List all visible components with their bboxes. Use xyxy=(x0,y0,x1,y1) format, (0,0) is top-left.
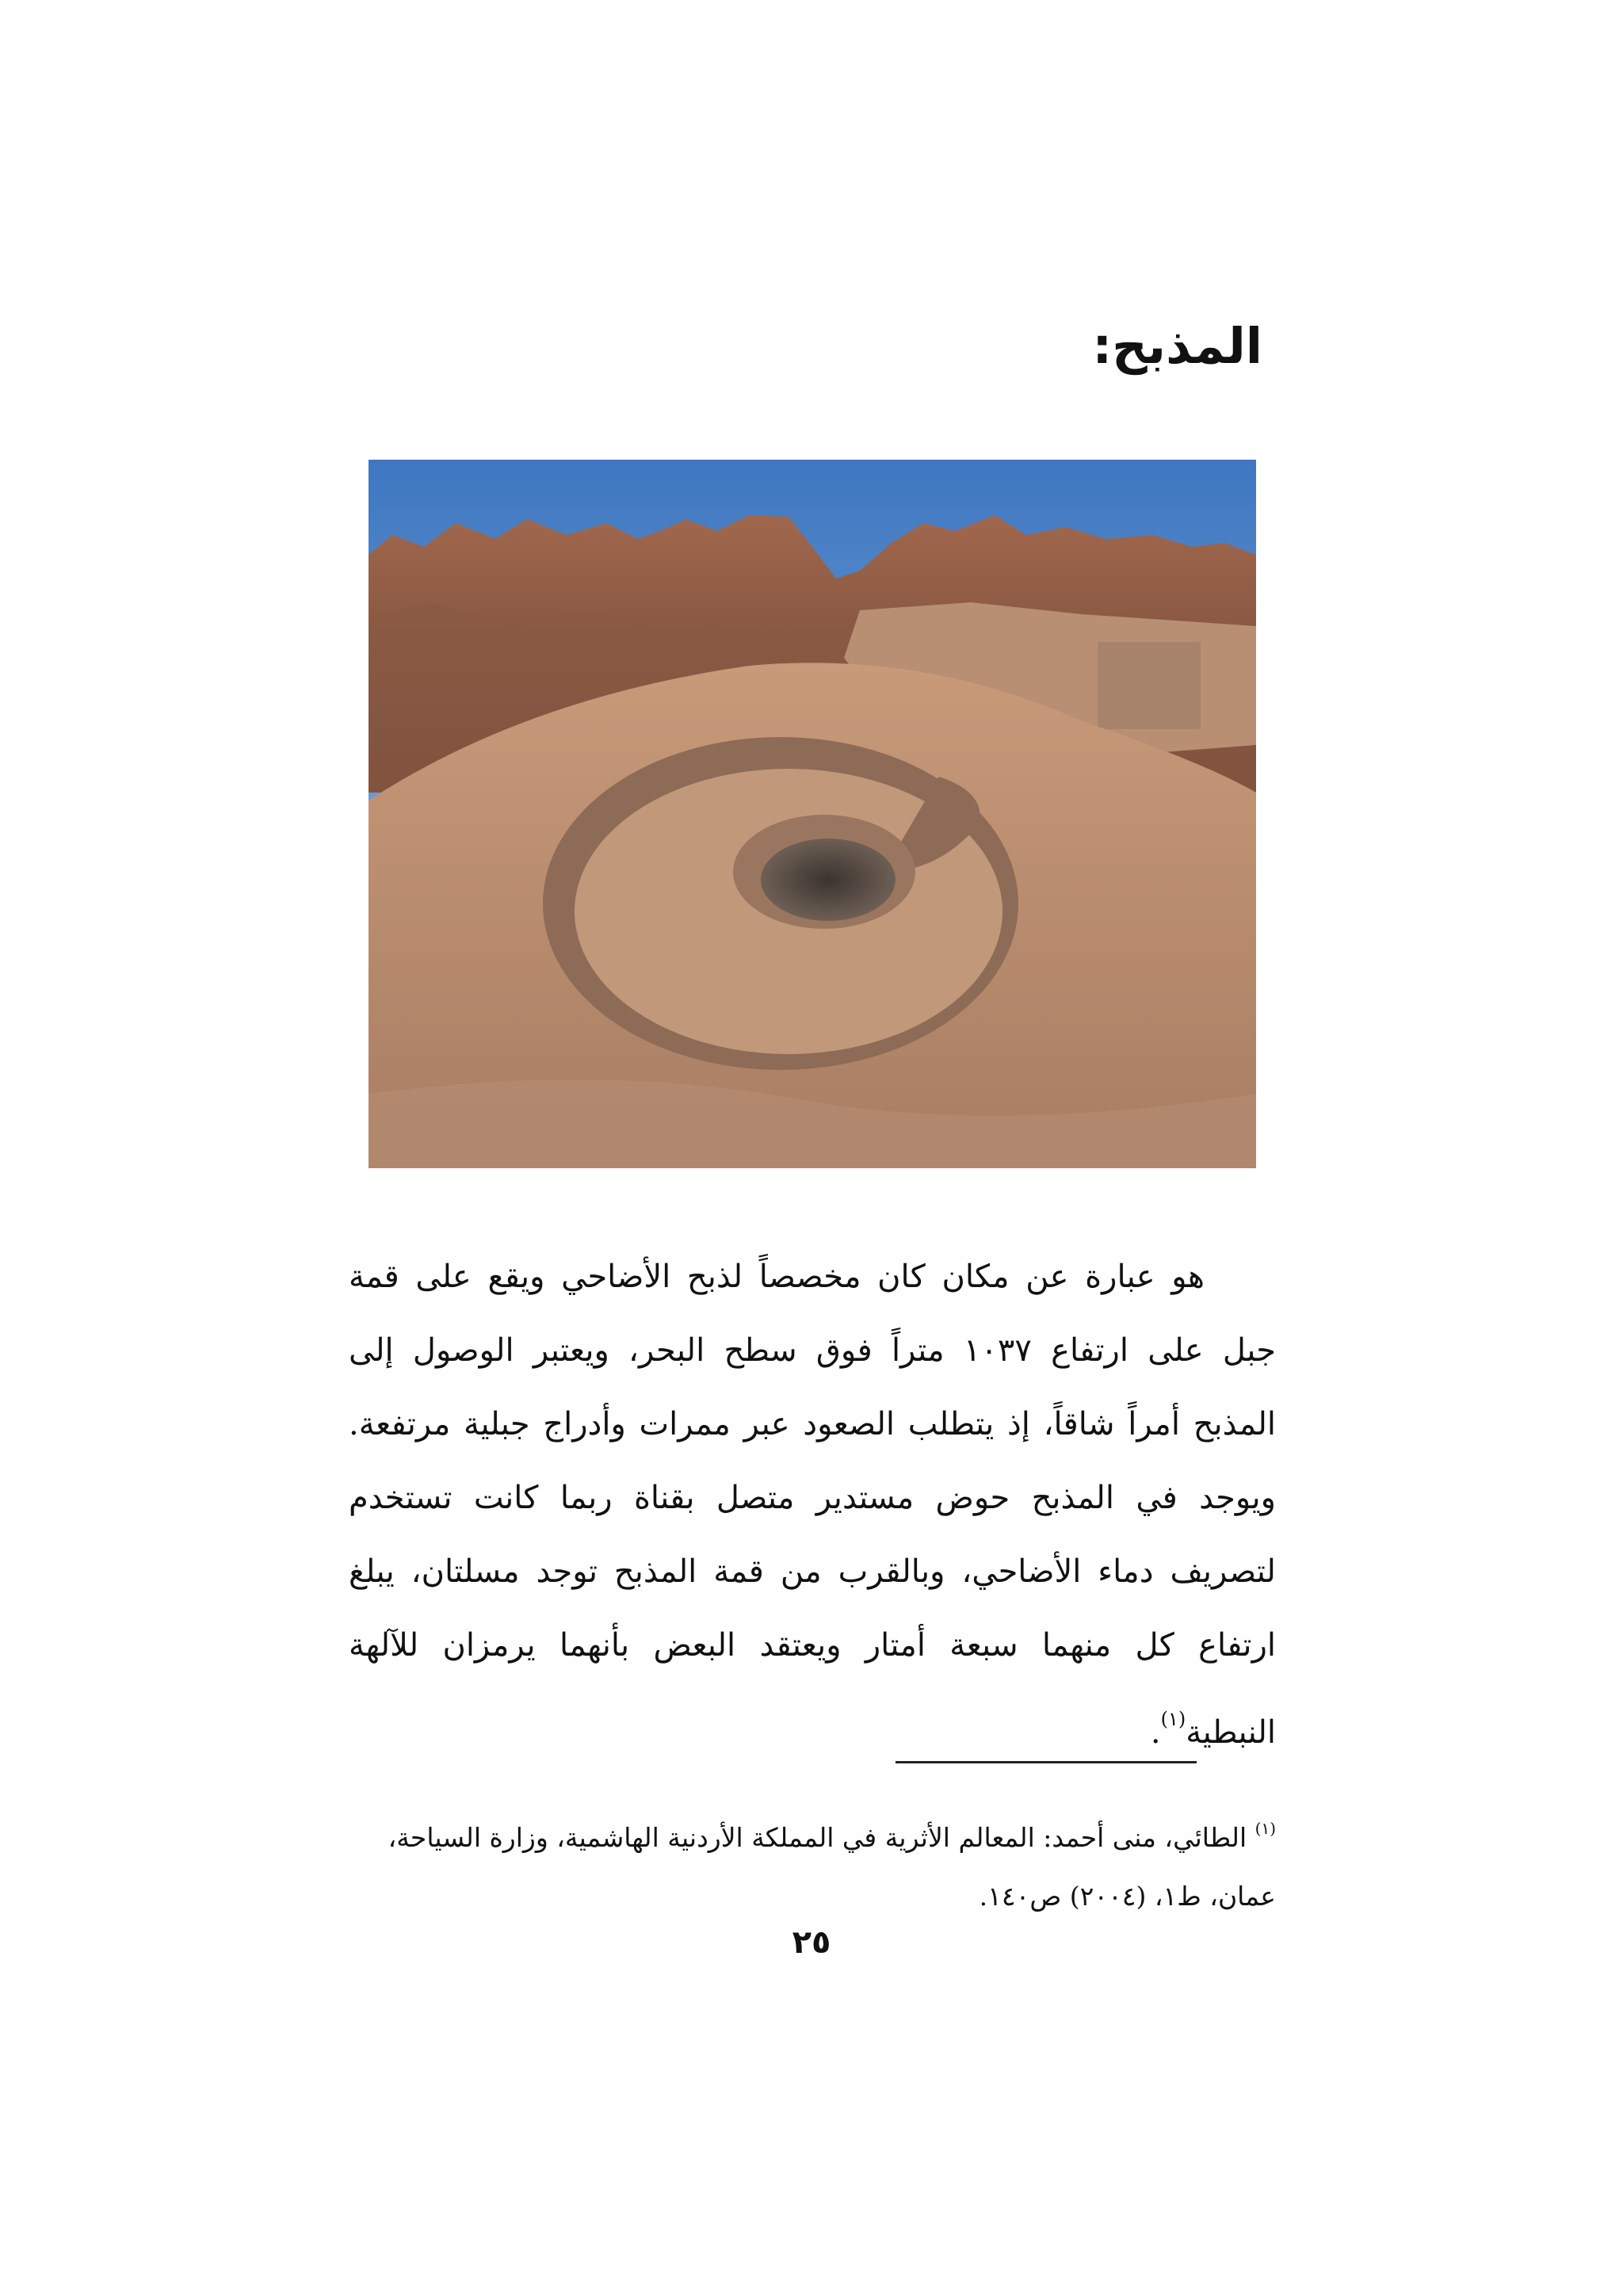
rock-altar-photo-icon xyxy=(369,460,1256,1168)
footnote-reference[interactable]: (١) xyxy=(1160,1708,1186,1730)
page-number: ٢٥ xyxy=(792,1924,831,1961)
end-period: . xyxy=(1150,1714,1161,1751)
page-heading: المذبح: xyxy=(1092,317,1262,375)
footnote xyxy=(349,1799,1276,1926)
altar-photo xyxy=(369,460,1256,1168)
body-paragraph xyxy=(349,1240,1276,1770)
footnote-text: الطائي، منى أحمد: المعالم الأثرية في المملكة الأردنية الهاشمية، وزارة السياحة، عمان، ط١، (٢٠٠٤) ص١٤٠. xyxy=(388,1822,1276,1912)
body-text: هو عبارة عن مكان كان مخصصاً لذبح الأضاحي ويقع على قمة جبل على ارتفاع ١٠٣٧ متراً فوق سطح البحر، ويعتبر الوصول إلى المذبح أمراً شاقاً، إذ يتطلب الصعود عبر ممرات وأدراج جبلية مرتفعة. ويوجد في المذبح حوض مستدير متصل بقناة ربما كانت تستخدم لتصريف دماء الأضاحي، وبالقرب من قمة المذبح توجد مسلتان، يبلغ ارتفاع كل منهما سبعة أمتار ويعتقد البعض بأنهما يرمزان للآلهة النبطية xyxy=(349,1259,1276,1751)
footnote-mark: (١) xyxy=(1254,1819,1276,1838)
footnote-separator xyxy=(896,1761,1197,1763)
